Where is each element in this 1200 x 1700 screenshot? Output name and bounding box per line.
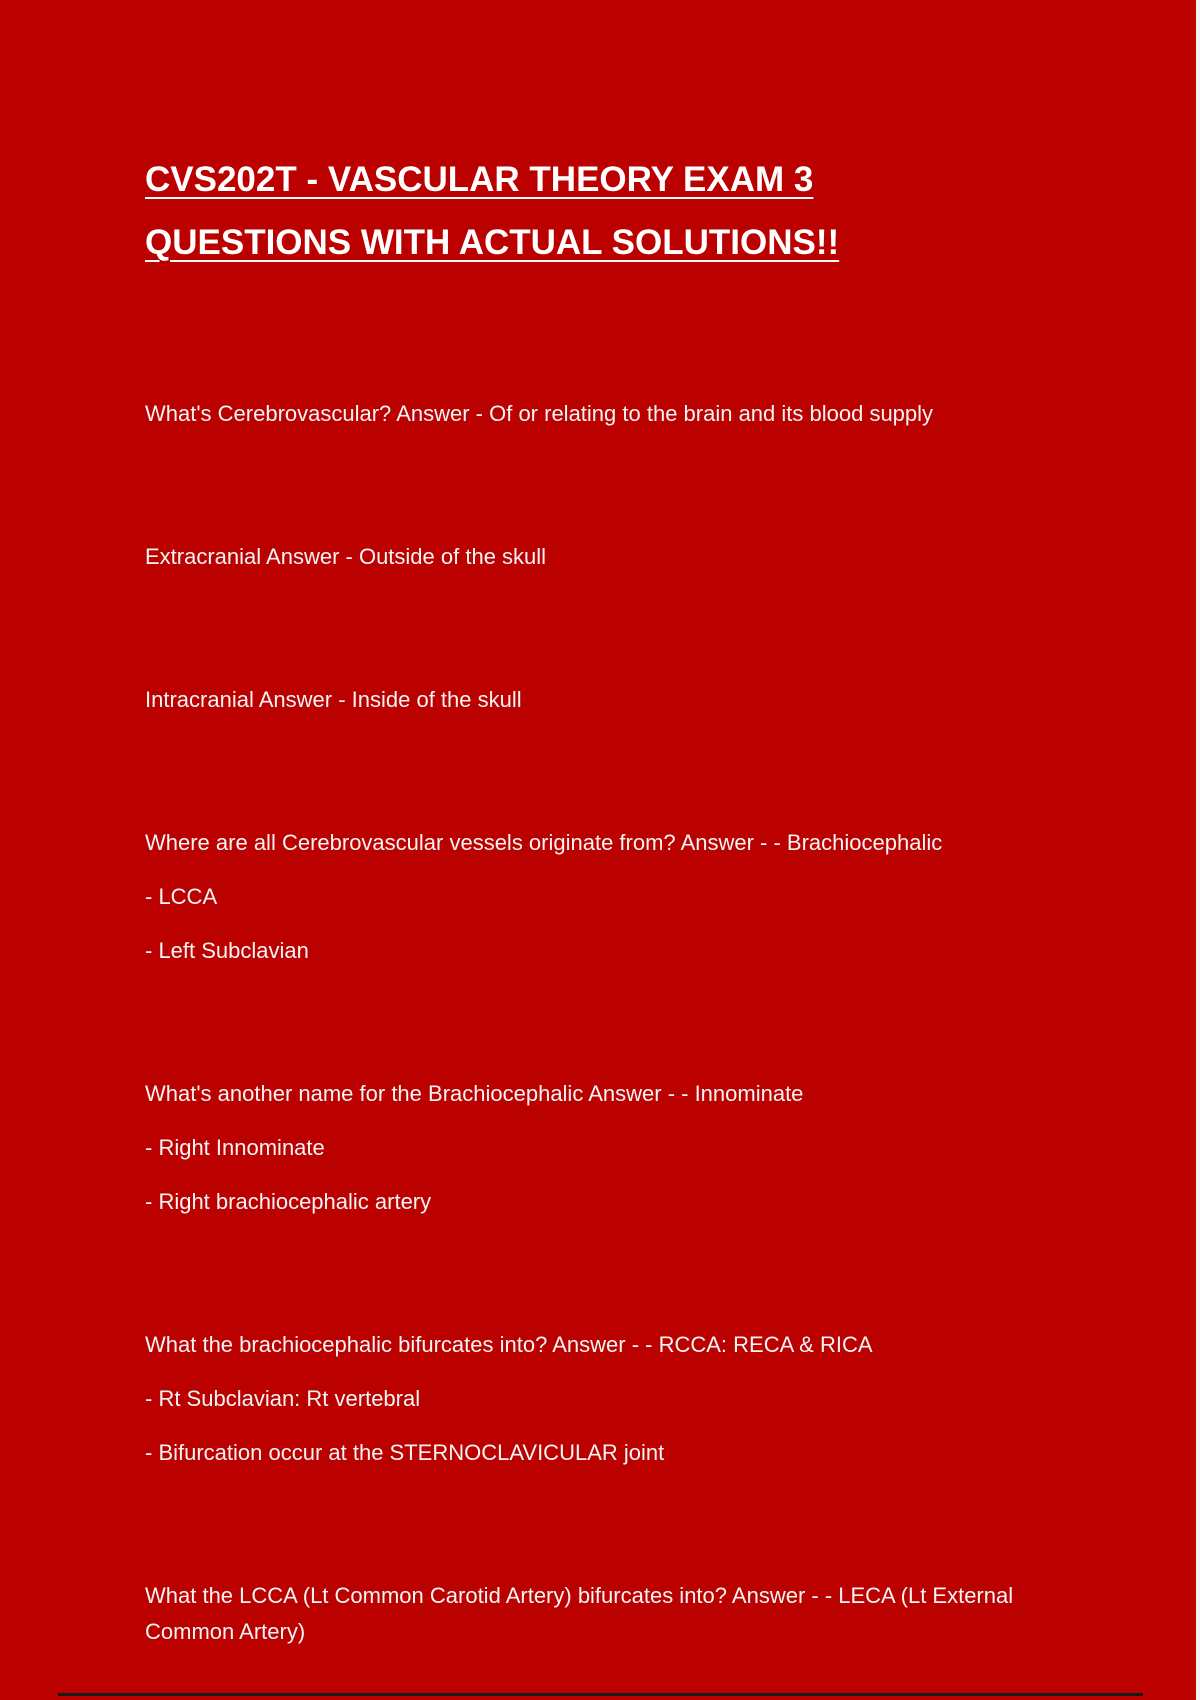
qa-text: What the brachiocephalic bifurcates into? Answer - - RCCA: RECA & RICA: [145, 1332, 873, 1357]
qa-item: [145, 396, 1065, 432]
qa-item: [145, 825, 1065, 969]
qa-item: [145, 1327, 1065, 1471]
qa-text: Extracranial Answer - Outside of the skull: [145, 544, 547, 569]
page-edge: [1196, 0, 1200, 1700]
qa-extra-line: - Right Innominate: [145, 1135, 325, 1160]
qa-text: Where are all Cerebrovascular vessels originate from? Answer - - Brachiocephalic: [145, 830, 943, 855]
qa-text: Intracranial Answer - Inside of the skull: [145, 687, 522, 712]
qa-item: [145, 539, 1065, 575]
qa-item: [145, 1578, 1065, 1650]
qa-extra-line: - Rt Subclavian: Rt vertebral: [145, 1386, 421, 1411]
document-title: [145, 148, 1105, 274]
qa-extra-line: - Right brachiocephalic artery: [145, 1189, 432, 1214]
qa-item: [145, 1076, 1065, 1220]
qa-text: What the LCCA (Lt Common Carotid Artery) bifurcates into? Answer - - LECA (Lt External Common Artery): [145, 1583, 1014, 1644]
qa-list: [145, 396, 1065, 1650]
title-line-2: QUESTIONS WITH ACTUAL SOLUTIONS!!: [145, 223, 840, 262]
qa-text: What's another name for the Brachiocephalic Answer - - Innominate: [145, 1081, 804, 1106]
bottom-divider: [58, 1693, 1143, 1696]
qa-text: What's Cerebrovascular? Answer - Of or relating to the brain and its blood supply: [145, 401, 934, 426]
qa-extra-line: - LCCA: [145, 884, 218, 909]
qa-extra-line: - Left Subclavian: [145, 938, 309, 963]
qa-extra-line: - Bifurcation occur at the STERNOCLAVICULAR joint: [145, 1440, 665, 1465]
qa-item: [145, 682, 1065, 718]
title-line-1: CVS202T - VASCULAR THEORY EXAM 3: [145, 160, 814, 199]
